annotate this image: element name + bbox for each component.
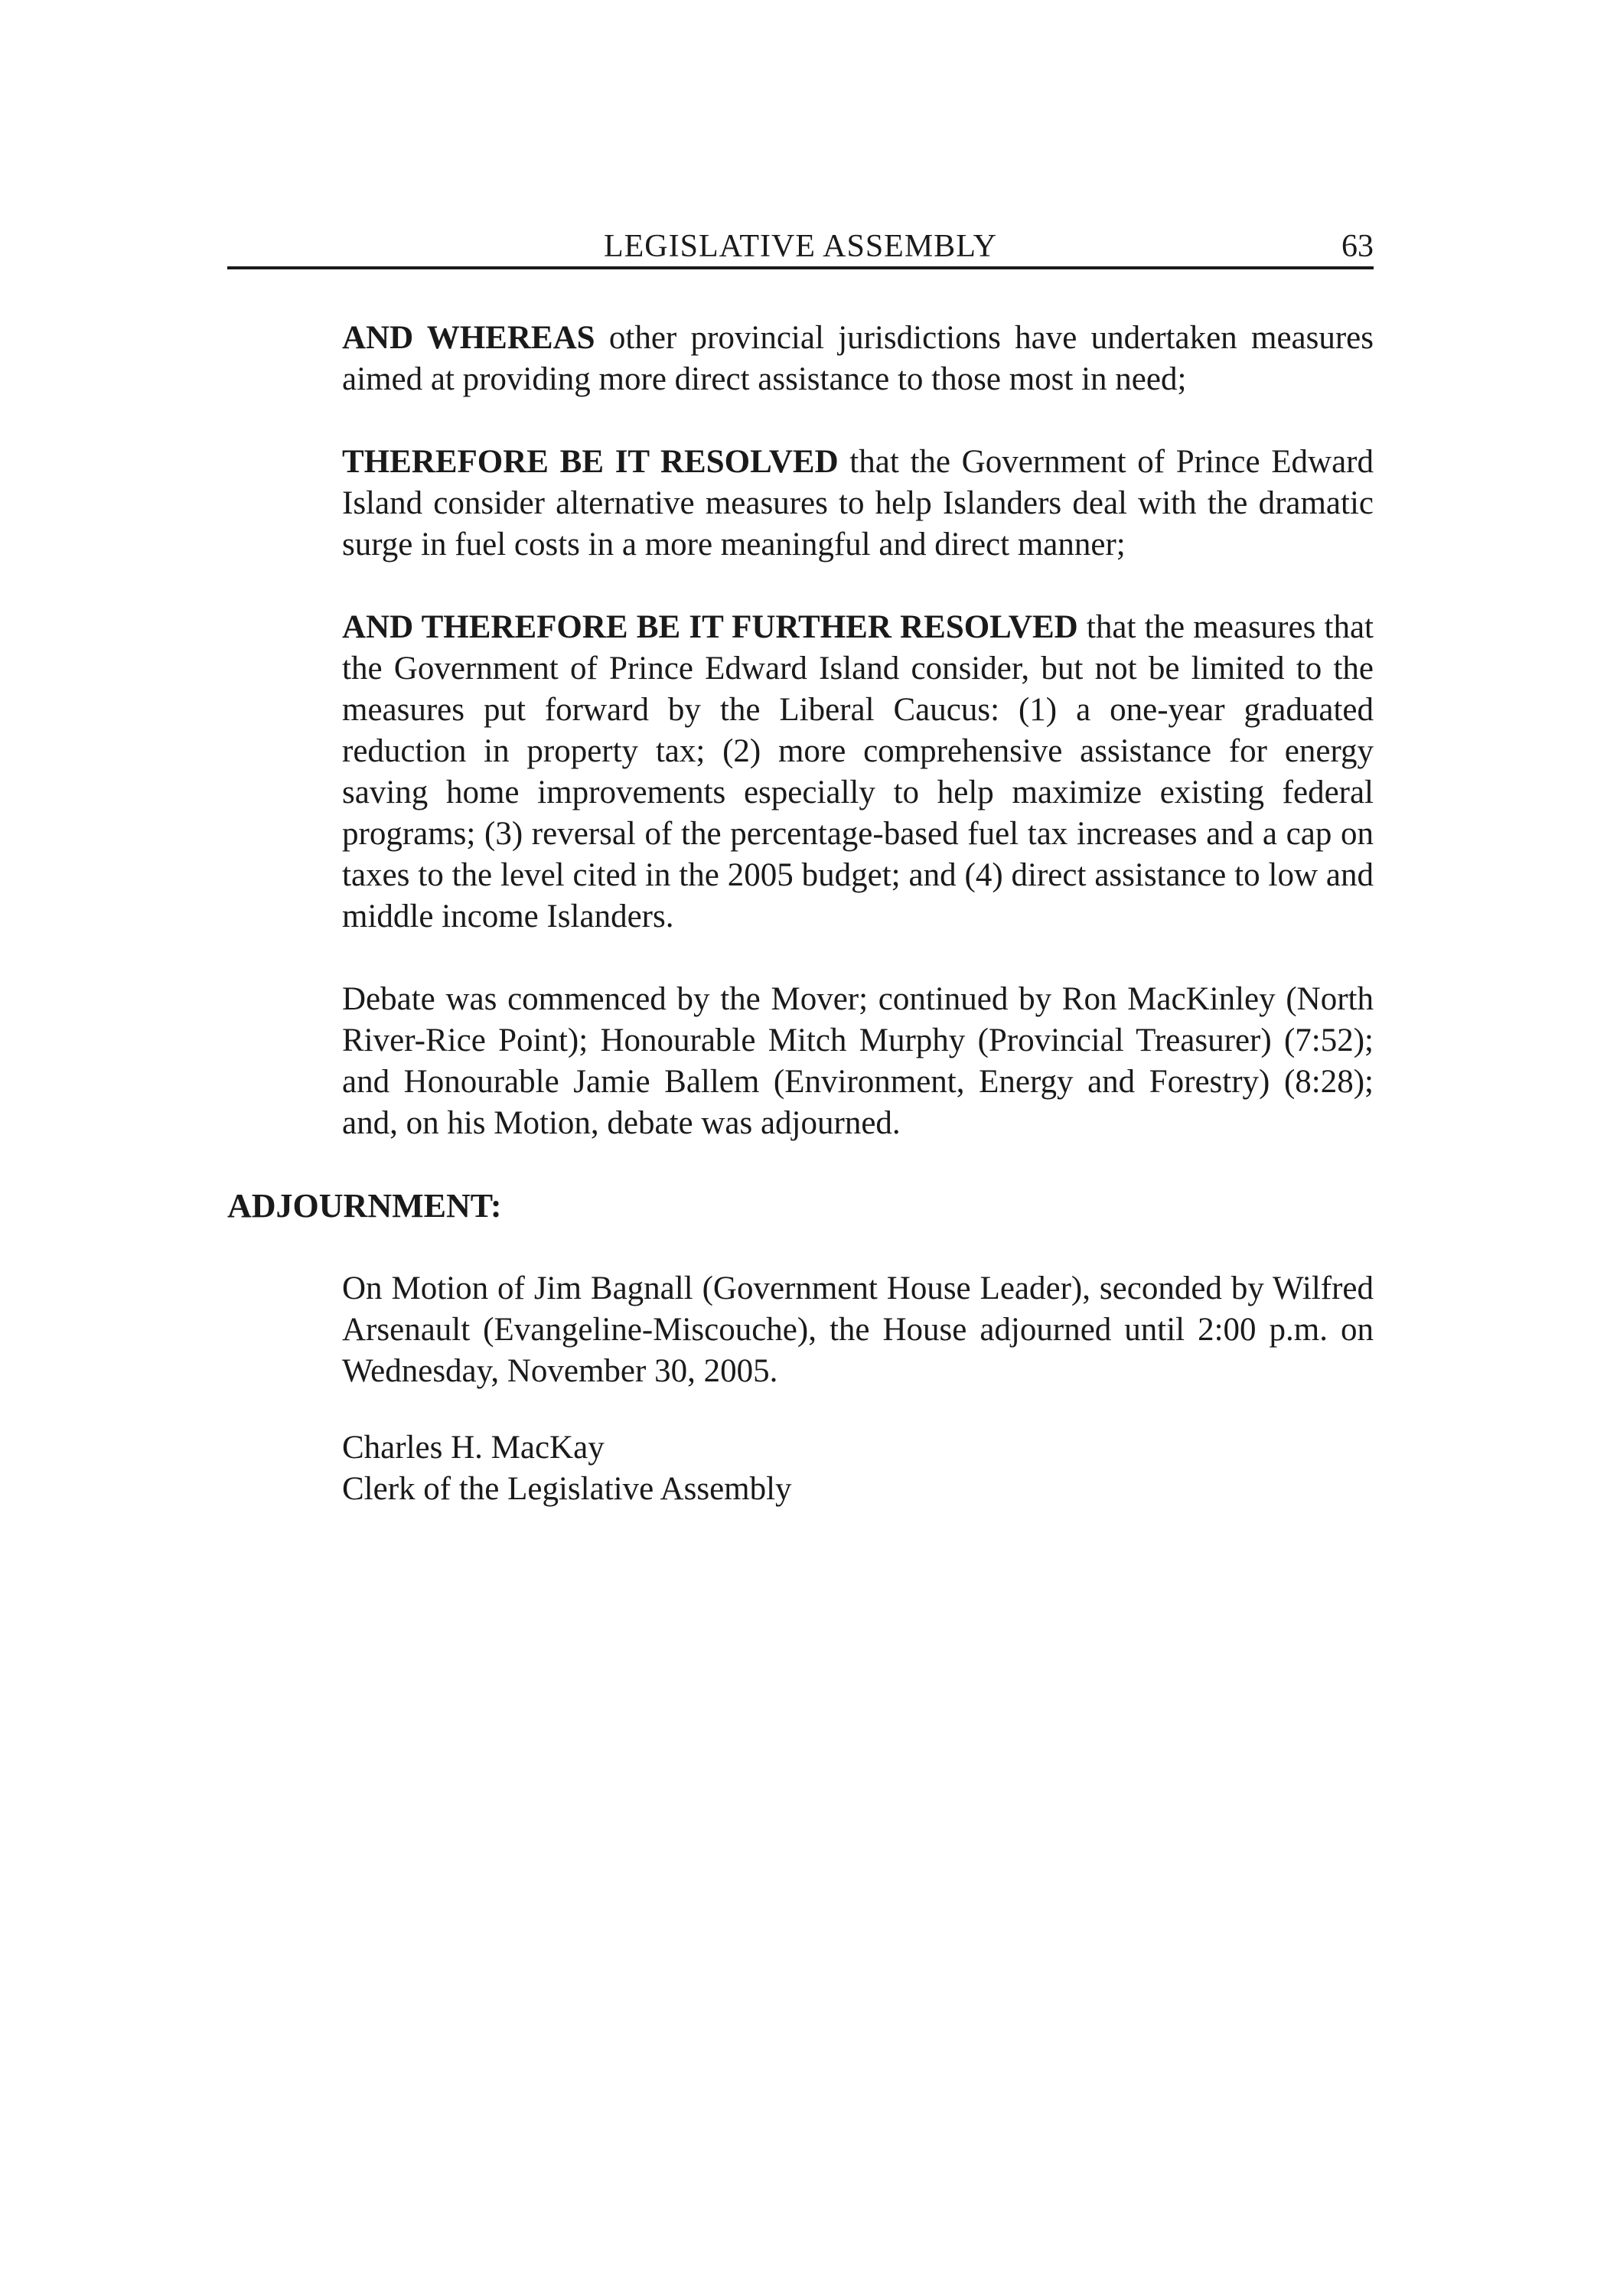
- further-resolved-lead: AND THEREFORE BE IT FURTHER RESOLVED: [342, 609, 1078, 645]
- further-resolved-text: that the measures that the Government of Prince Edward Island consider, but not be limited to the measures put forward by the Liberal Caucus: (1) a one-year graduated reduction in property tax; (2) more comprehensive assistance for energy saving home improvements especially to help maximize existing federal programs; (3) reversal of the percentage-based fuel tax increases and a cap on taxes to the level cited in the 2005 budget; and (4) direct assistance to low and middle income Islanders.: [342, 609, 1374, 934]
- resolved-lead: THEREFORE BE IT RESOLVED: [342, 444, 839, 480]
- running-title: LEGISLATIVE ASSEMBLY: [604, 229, 997, 264]
- resolved-paragraph: [342, 442, 1374, 566]
- adjournment-text: On Motion of Jim Bagnall (Government House Leader), seconded by Wilfred Arsenault (Evangeline-Miscouche), the House adjourned until 2:00 p.m. on Wednesday, November 30, 2005.: [342, 1270, 1374, 1389]
- further-resolved-paragraph: [342, 607, 1374, 938]
- running-header: [227, 227, 1374, 269]
- clerk-title: Clerk of the Legislative Assembly: [342, 1471, 792, 1507]
- signature-block: [342, 1427, 792, 1510]
- debate-paragraph: [342, 979, 1374, 1144]
- resolved-text: that the Government of Prince Edward Island consider alternative measures to help Islanders deal with the dramatic surge in fuel costs in a more meaningful and direct manner;: [342, 444, 1374, 563]
- clerk-name: Charles H. MacKay: [342, 1430, 605, 1466]
- page-number: 63: [1341, 229, 1374, 264]
- whereas-lead: AND WHEREAS: [342, 320, 595, 356]
- adjournment-paragraph: [342, 1268, 1374, 1392]
- whereas-text: other provincial jurisdictions have undertaken measures aimed at providing more direct assistance to those most in need;: [342, 320, 1374, 397]
- whereas-paragraph: [342, 318, 1374, 400]
- debate-text: Debate was commenced by the Mover; continued by Ron MacKinley (North River-Rice Point); Honourable Mitch Murphy (Provincial Treasurer) (7:52); and Honourable Jamie Ballem (Environment, Energy and Forestry) (8:28); and, on his Motion, debate was adjourned.: [342, 981, 1374, 1141]
- adjournment-heading: ADJOURNMENT:: [227, 1187, 502, 1225]
